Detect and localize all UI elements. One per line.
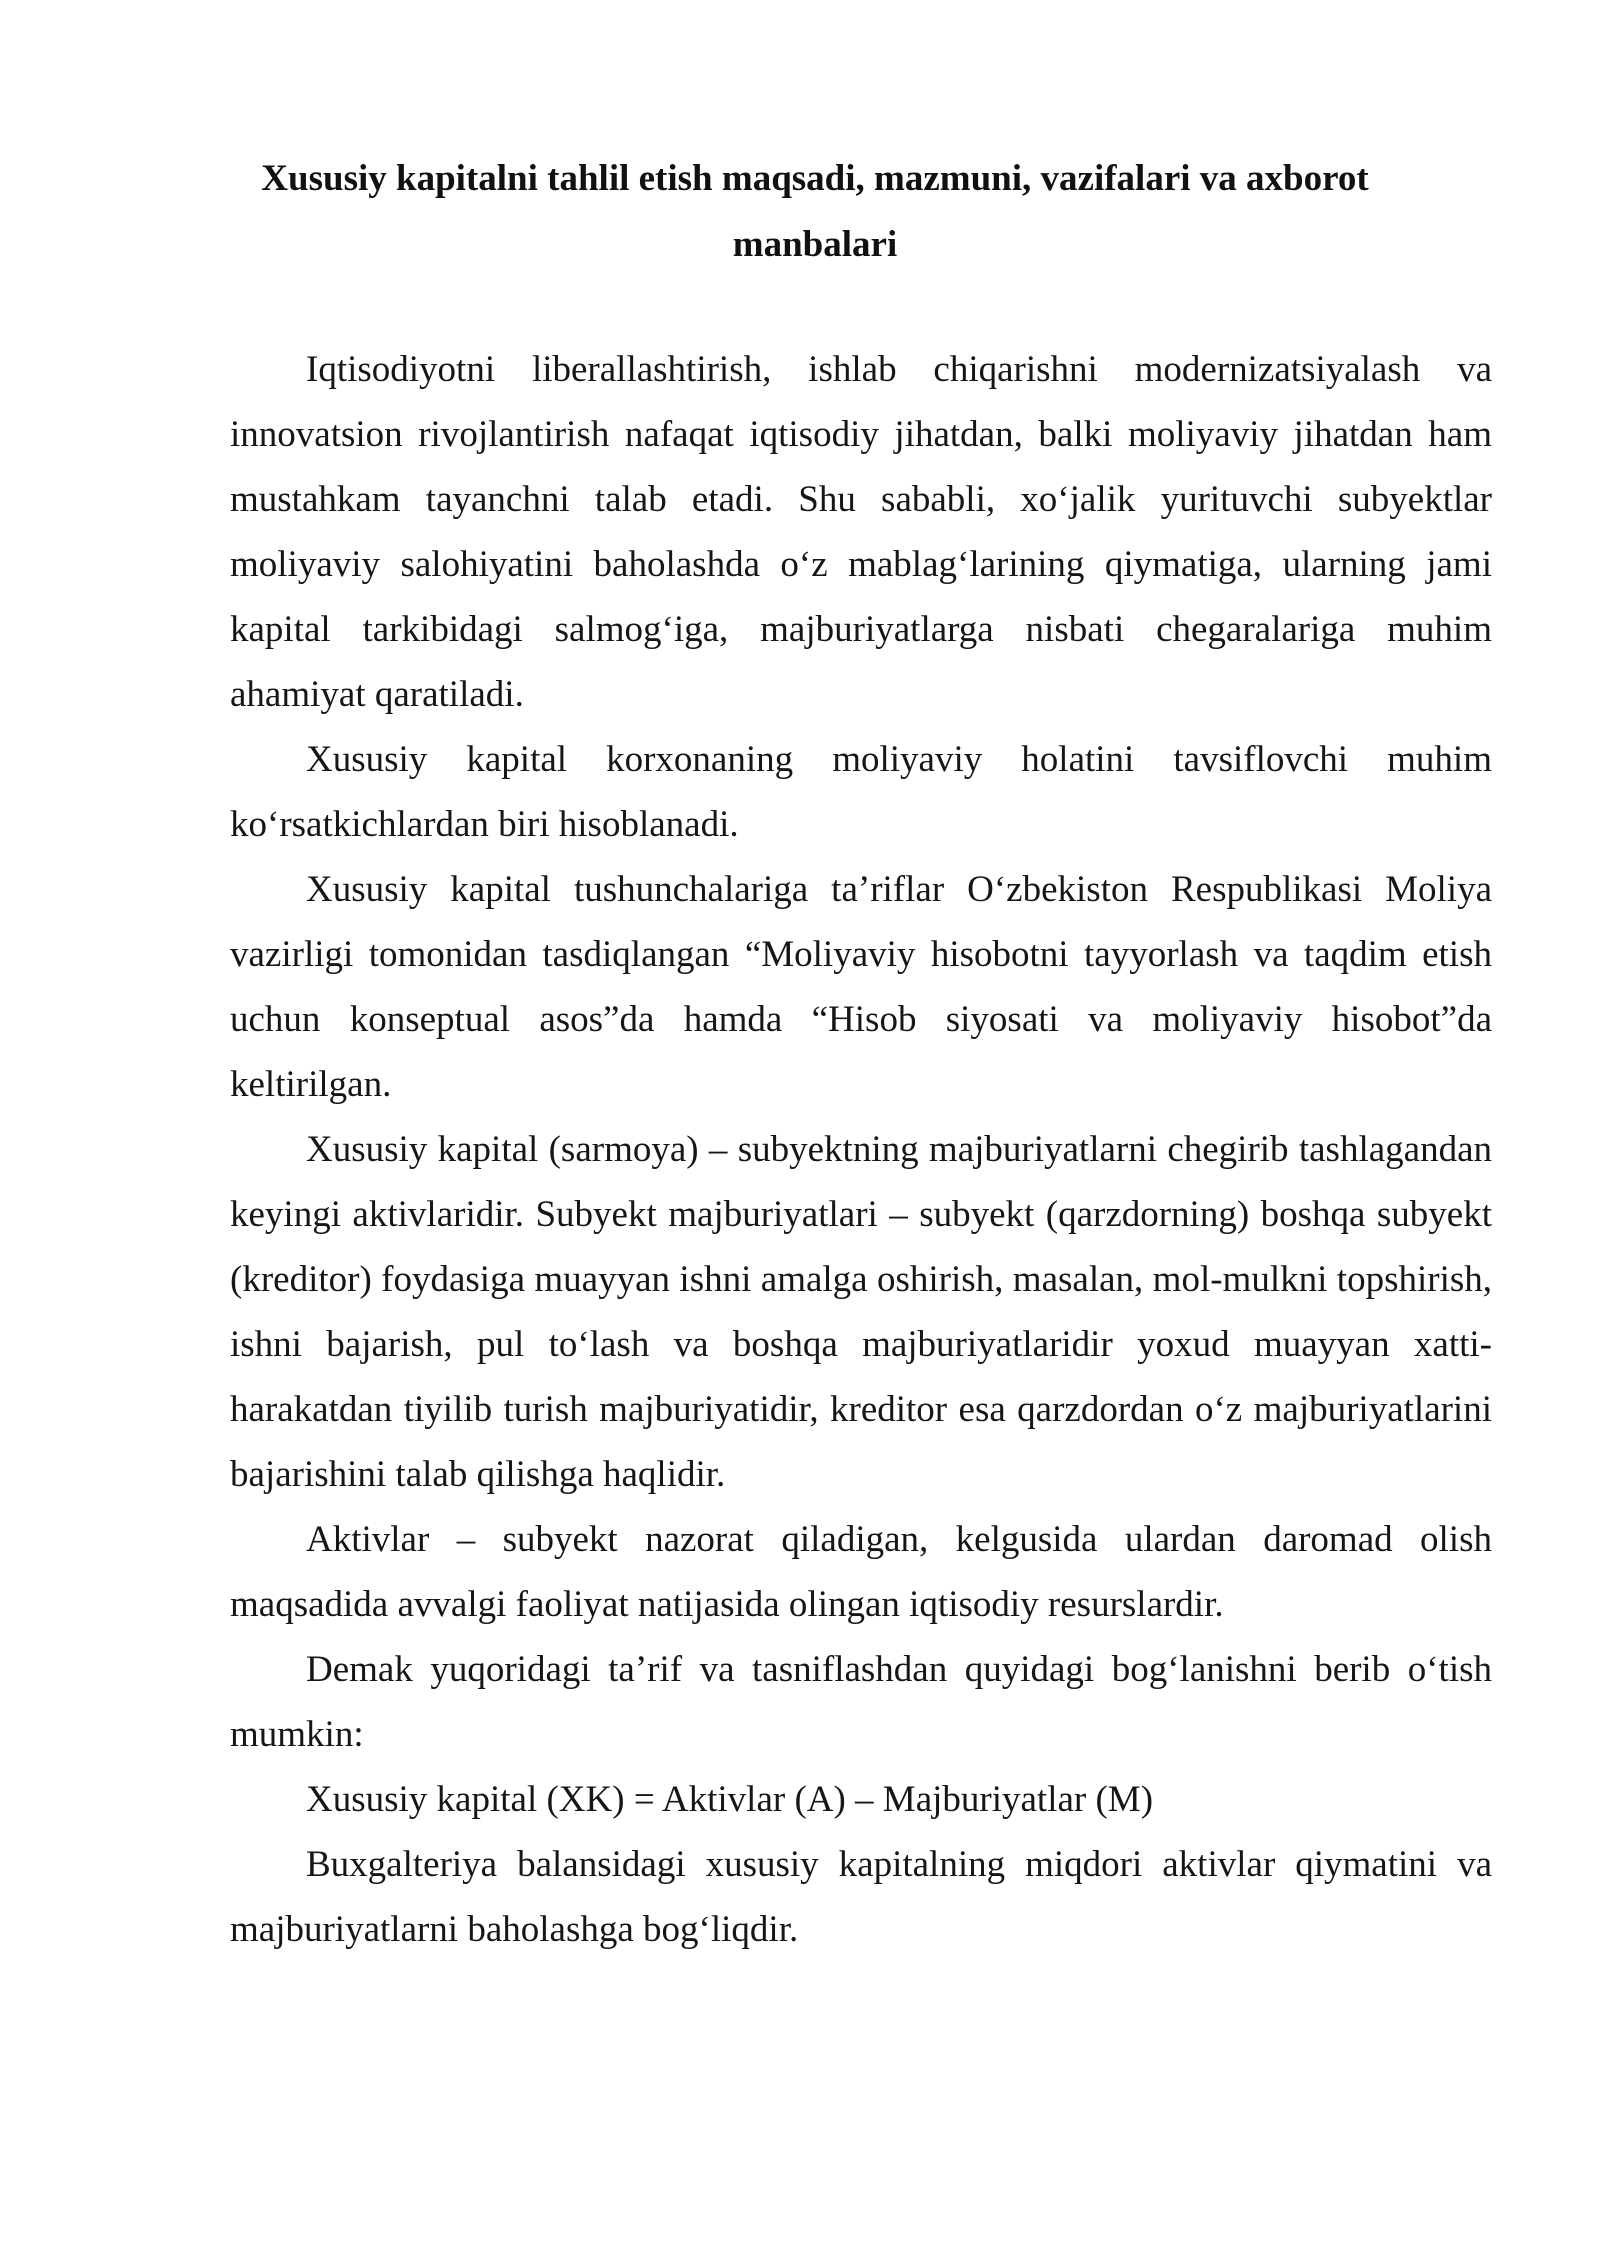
paragraph-equity-indicator: Xususiy kapital korxonaning moliyaviy holatini tavsiflovchi muhim ko‘rsatkichlardan biri hisoblanadi. [230, 739, 1492, 845]
paragraph-definitions-source: Xususiy kapital tushunchalariga ta’riflar O‘zbekiston Respublikasi Moliya vazirligi tomonidan tasdiqlangan “Moliyaviy hisobotni tayyorlash va taqdim etish uchun konseptual asos”da hamda “Hisob siyosati va moliyaviy hisobot”da keltirilgan. [230, 869, 1492, 1105]
document-body [230, 337, 1492, 1962]
document-title: Xususiy kapitalni tahlil etish maqsadi, mazmuni, vazifalari va axborot manbalari [261, 158, 1369, 265]
paragraph-equity-definition: Xususiy kapital (sarmoya) – subyektning majburiyatlarni chegirib tashlagandan keyingi aktivlaridir. Subyekt majburiyatlari – subyekt (qarzdorning) boshqa subyekt (kreditor) foydasiga muayyan ishni amalga oshirish, masalan, mol-mulkni topshirish, ishni bajarish, pul to‘lash va boshqa majburiyatlaridir yoxud muayyan xatti-harakatdan tiyilib turish majburiyatidir, kreditor esa qarzdordan o‘z majburiyatlarini bajarishini talab qilishga haqlidir. [230, 1129, 1492, 1495]
paragraph-balance-equity: Buxgalteriya balansidagi xususiy kapitalning miqdori aktivlar qiymatini va majburiyatlarni baholashga bog‘liqdir. [230, 1844, 1492, 1950]
paragraph-assets-definition: Aktivlar – subyekt nazorat qiladigan, kelgusida ulardan daromad olish maqsadida avvalgi faoliyat natijasida olingan iqtisodiy resurslardir. [230, 1519, 1492, 1625]
paragraph-liberalization: Iqtisodiyotni liberallashtirish, ishlab chiqarishni modernizatsiyalash va innovatsion rivojlantirish nafaqat iqtisodiy jihatdan, balki moliyaviy jihatdan ham mustahkam tayanchni talab etadi. Shu sababli, xo‘jalik yurituvchi subyektlar moliyaviy salohiyatini baholashda o‘z mablag‘larining qiymatiga, ularning jami kapital tarkibidagi salmog‘iga, majburiyatlarga nisbati chegaralariga muhim ahamiyat qaratiladi. [230, 349, 1492, 715]
paragraph-relationship-intro: Demak yuqoridagi ta’rif va tasniflashdan quyidagi bog‘lanishni berib o‘tish mumkin: [230, 1649, 1492, 1755]
equity-formula: Xususiy kapital (XK) = Aktivlar (A) – Majburiyatlar (M) [306, 1779, 1154, 1820]
